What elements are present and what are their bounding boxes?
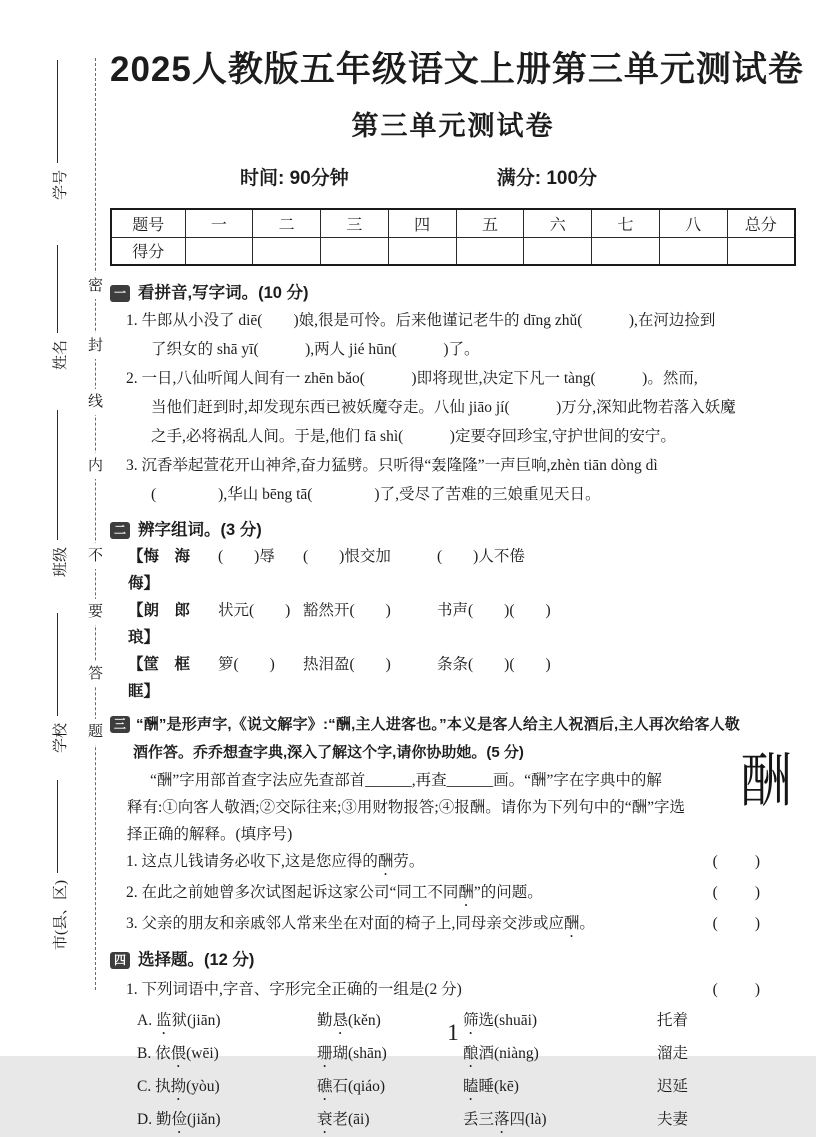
score-table-score-row [111, 237, 795, 265]
score-header-cell: 四 [388, 209, 456, 237]
score-cell [592, 237, 660, 265]
section1-item2-line1: 2. 一日,八仙听闻人间有一 zhēn bǎo( )即将现世,决定下凡一 tàng( )。然而, [126, 370, 698, 387]
section1-header [110, 280, 796, 306]
section2-header [110, 517, 796, 543]
section4-title: 选择题。(12 分) [138, 951, 255, 969]
section3-intro-line2: 酒作答。乔乔想查字典,深入了解这个字,请你协助她。(5 分) [133, 744, 524, 761]
section2-row3 [110, 651, 796, 705]
class-blank-line [57, 410, 58, 540]
word-blank: ( )人不倦 [437, 548, 525, 565]
sentence-text: 3. 父亲的朋友和亲戚邻人常来坐在对面的椅子上,同母亲交涉或应酬。 [126, 915, 595, 932]
word-blank: ( )恨交加 [303, 548, 391, 565]
section3-badge: 三 [110, 716, 130, 733]
option-word: 筛选(shuāi) [463, 1012, 538, 1029]
word-blank: 条条( )( ) [437, 656, 551, 673]
section3-item3 [110, 910, 796, 941]
section2-row2 [110, 597, 796, 651]
word-blank: 状元( ) [218, 602, 291, 619]
section2-row1 [110, 543, 796, 597]
character-group: 【筐 框 眶】 [128, 656, 206, 700]
seal-char-3: 线 [86, 389, 105, 415]
student-number-label: 学号 [52, 169, 69, 200]
seal-char-4: 内 [86, 453, 105, 479]
word-blank: 热泪盈( ) [303, 656, 391, 673]
margin-field-school [46, 613, 72, 753]
margin-field-student-number [46, 60, 72, 200]
answer-parentheses: ( ) [712, 915, 762, 932]
score-row-label: 得分 [111, 237, 185, 265]
section1-item2-line2: 当他们赶到时,却发现东西已被妖魔夺走。八仙 jiāo jí( )万分,深知此物若落入妖魔 [151, 399, 736, 416]
option-d: D. 勤俭(jiǎn) [137, 1111, 221, 1128]
seal-char-7: 答 [86, 661, 105, 687]
option-word: 勤恳(kěn) [317, 1012, 381, 1029]
option-word: 衰老(āi) [317, 1111, 370, 1128]
character-group: 【悔 海 侮】 [128, 548, 206, 592]
seal-char-1: 密 [86, 273, 105, 299]
section1-item3-line1: 3. 沉香举起萱花开山神斧,奋力猛劈。只听得“轰隆隆”一声巨响,zhèn tiān dòng dì [126, 457, 658, 474]
section1-badge: 一 [110, 285, 130, 302]
score-header-cell: 一 [185, 209, 253, 237]
section4-badge: 四 [110, 952, 130, 969]
option-word: 瞌睡(kē) [463, 1078, 519, 1095]
score-cell [388, 237, 456, 265]
score-table-header-row [111, 209, 795, 237]
section2-badge: 二 [110, 522, 130, 539]
score-header-cell: 五 [456, 209, 524, 237]
full-score: 满分: 100分 [496, 168, 598, 189]
section1-title: 看拼音,写字词。(10 分) [138, 284, 309, 302]
question-text: 1. 下列词语中,字音、字形完全正确的一组是(2 分) [126, 981, 462, 998]
score-table [110, 208, 796, 266]
seal-char-5: 不 [86, 543, 105, 569]
option-word: 托着 [657, 1012, 689, 1029]
school-label: 学校 [52, 722, 69, 753]
student-number-blank-line [57, 60, 58, 163]
score-header-cell: 总分 [727, 209, 795, 237]
margin-field-city-district [46, 780, 72, 950]
score-header-cell: 六 [524, 209, 592, 237]
sentence-text: 1. 这点儿钱请务必收下,这是您应得的酬劳。 [126, 853, 425, 870]
city-district-label: 市(县、区) [52, 880, 69, 950]
seal-char-2: 封 [86, 333, 105, 359]
score-cell [456, 237, 524, 265]
seal-dashed-line [95, 58, 96, 990]
score-cell [727, 237, 795, 265]
score-cell [253, 237, 321, 265]
option-row-d [110, 1104, 796, 1137]
exam-info-row [110, 163, 796, 190]
section3-paragraph-line2: 释有:①向客人敬酒;②交际往来;③用财物报答;④报酬。请你为下列句中的“酬”字选 [127, 799, 685, 816]
section3-header [110, 711, 796, 739]
name-blank-line [57, 245, 58, 333]
score-header-cell: 七 [592, 209, 660, 237]
section3-item2 [110, 879, 796, 910]
option-word: 酿酒(niàng) [463, 1045, 539, 1062]
option-word: 夫妻 [657, 1111, 689, 1128]
word-blank: 箩( ) [218, 656, 275, 673]
answer-parentheses: ( ) [712, 981, 762, 998]
word-blank: 书声( )( ) [437, 602, 551, 619]
paper-content [110, 0, 804, 1137]
option-word: 迟延 [657, 1078, 689, 1095]
sentence-text: 2. 在此之前她曾多次试图起诉这家公司“同工不同酬”的问题。 [126, 884, 543, 901]
answer-parentheses: ( ) [712, 853, 762, 870]
option-word: 溜走 [657, 1045, 689, 1062]
option-b: B. 依偎(wēi) [137, 1045, 219, 1062]
score-cell [185, 237, 253, 265]
score-header-cell: 三 [321, 209, 389, 237]
character-group: 【朗 郎 琅】 [128, 602, 206, 646]
answer-parentheses: ( ) [712, 884, 762, 901]
section1-item1-line2: 了织女的 shā yī( ),两人 jié hūn( )了。 [151, 341, 480, 358]
margin-field-class [46, 410, 72, 577]
option-word: 礁石(qiáo) [317, 1078, 386, 1095]
name-label: 姓名 [52, 339, 69, 370]
option-a: A. 监狱(jiān) [137, 1012, 221, 1029]
margin-field-name [46, 245, 72, 370]
section3-item1 [110, 848, 796, 879]
school-blank-line [57, 613, 58, 716]
section3-paragraph-line1: “酬”字用部首查字法应先查部首______,再查______画。“酬”字在字典中的解 [150, 772, 662, 789]
time-limit: 时间: 90分钟 [240, 168, 349, 189]
score-cell [321, 237, 389, 265]
page-number: 1 [447, 1020, 459, 1045]
section1-item1-line1: 1. 牛郎从小没了 diē( )娘,很是可怜。后来他谨记老牛的 dīng zhǔ( ),在河边捡到 [126, 312, 716, 329]
section3 [110, 711, 796, 941]
city-district-blank-line [57, 780, 58, 873]
section2-title: 辨字组词。(3 分) [138, 521, 262, 539]
score-header-cell: 题号 [111, 209, 185, 237]
option-word: 珊瑚(shān) [317, 1045, 387, 1062]
seal-script-chou-image: 酬 [739, 750, 792, 815]
word-blank: 豁然开( ) [303, 602, 391, 619]
score-cell [524, 237, 592, 265]
option-word: 丢三落四(là) [463, 1111, 547, 1128]
score-header-cell: 二 [253, 209, 321, 237]
section3-paragraph-line3: 择正确的解释。(填序号) [127, 826, 293, 843]
score-cell [659, 237, 727, 265]
section4-header [110, 947, 796, 973]
word-blank: ( )辱 [218, 548, 275, 565]
paper-subtitle: 第三单元测试卷 [351, 111, 555, 141]
class-label: 班级 [52, 546, 69, 577]
section4-question1 [110, 975, 796, 1005]
seal-char-6: 要 [86, 599, 105, 625]
section1-item3-line2: ( ),华山 bēng tā( )了,受尽了苦难的三娘重见天日。 [151, 486, 601, 503]
option-c: C. 执拗(yòu) [137, 1078, 220, 1095]
paper-title: 2025人教版五年级语文上册第三单元测试卷 [110, 50, 804, 89]
score-header-cell: 八 [659, 209, 727, 237]
section1-item2-line3: 之手,必将祸乱人间。于是,他们 fā shì( )定要夺回珍宝,守护世间的安宁。 [151, 428, 676, 445]
seal-char-8: 题 [86, 719, 105, 745]
section3-intro-line1: “酬”是形声字,《说文解字》:“酬,主人进客也。”本义是客人给主人祝酒后,主人再次给客人敬 [136, 716, 741, 733]
option-row-c [110, 1071, 796, 1104]
